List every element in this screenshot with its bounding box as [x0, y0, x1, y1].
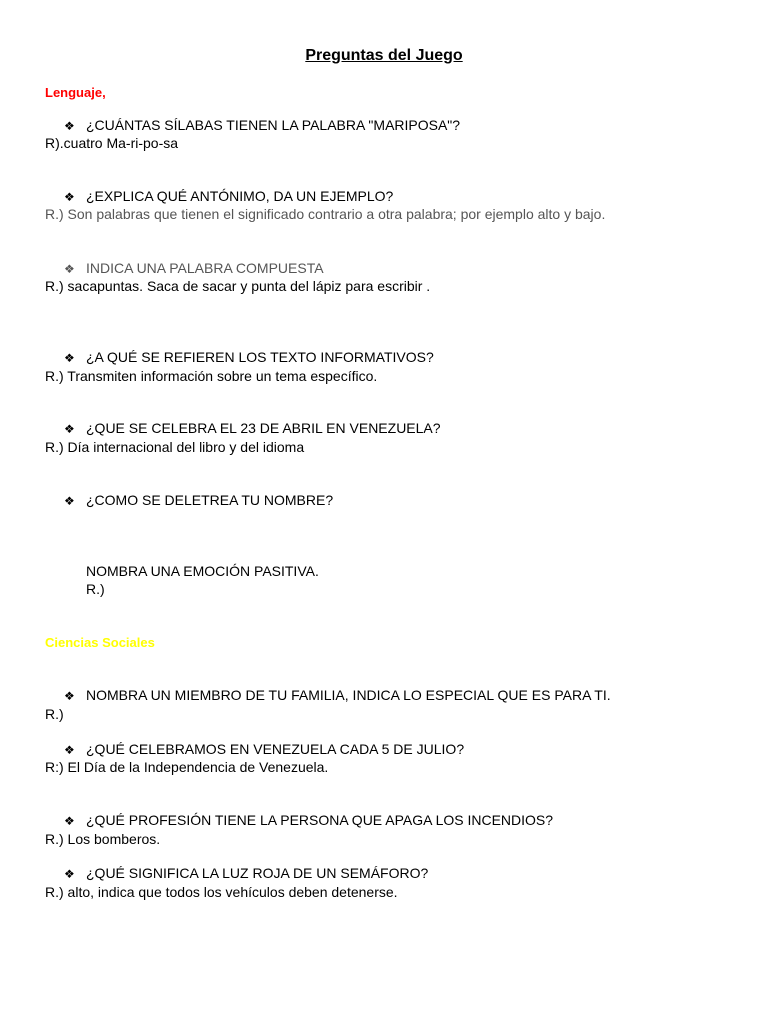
question-item [64, 866, 428, 880]
question-item [64, 189, 393, 203]
question-text: NOMBRA UNA EMOCIÓN PASITIVA. [86, 563, 319, 579]
answer-text: R.) alto, indica que todos los vehículos deben detenerse. [45, 884, 398, 900]
question-text: ¿QUÉ CELEBRAMOS EN VENEZUELA CADA 5 DE JULIO? [86, 741, 465, 757]
answer-text: R.) [45, 706, 64, 722]
question-text: INDICA UNA PALABRA COMPUESTA [86, 260, 324, 276]
diamond-bullet-icon: ❖ [64, 743, 75, 757]
answer-text: R.) Día internacional del libro y del idioma [45, 439, 305, 455]
question-item [64, 118, 460, 132]
question-text: ¿A QUÉ SE REFIEREN LOS TEXTO INFORMATIVOS? [86, 349, 434, 365]
question-item [64, 493, 333, 507]
answer-text: R.) Son palabras que tienen el significado contrario a otra palabra; por ejemplo alto y bajo. [45, 206, 606, 222]
answer-text: R.) Transmiten información sobre un tema específico. [45, 368, 378, 384]
diamond-bullet-icon: ❖ [64, 119, 75, 133]
question-text: ¿EXPLICA QUÉ ANTÓNIMO, DA UN EJEMPLO? [86, 188, 394, 204]
question-text: ¿QUÉ SIGNIFICA LA LUZ ROJA DE UN SEMÁFORO? [86, 865, 429, 881]
diamond-bullet-icon: ❖ [64, 262, 75, 276]
answer-text: R.) sacapuntas. Saca de sacar y punta del lápiz para escribir . [45, 278, 431, 294]
diamond-bullet-icon: ❖ [64, 494, 75, 508]
question-item [64, 350, 434, 364]
question-text: NOMBRA UN MIEMBRO DE TU FAMILIA, INDICA LO ESPECIAL QUE ES PARA TI. [86, 687, 611, 703]
diamond-bullet-icon: ❖ [64, 689, 75, 703]
question-text: ¿QUÉ PROFESIÓN TIENE LA PERSONA QUE APAGA LOS INCENDIOS? [86, 812, 554, 828]
section-heading-lenguaje: Lenguaje, [45, 85, 106, 100]
diamond-bullet-icon: ❖ [64, 351, 75, 365]
diamond-bullet-icon: ❖ [64, 422, 75, 436]
answer-text: R:) El Día de la Independencia de Venezuela. [45, 759, 329, 775]
question-text: ¿CUÁNTAS SÍLABAS TIENEN LA PALABRA "MARIPOSA"? [86, 117, 461, 133]
question-item [64, 813, 553, 827]
page-title: Preguntas del Juego [305, 47, 463, 64]
diamond-bullet-icon: ❖ [64, 814, 75, 828]
answer-text: R.) Los bomberos. [45, 831, 161, 847]
section-heading-ciencias-sociales: Ciencias Sociales [45, 635, 155, 650]
question-item [64, 261, 324, 275]
diamond-bullet-icon: ❖ [64, 190, 75, 204]
question-text: ¿QUE SE CELEBRA EL 23 DE ABRIL EN VENEZUELA? [86, 420, 441, 436]
question-text: ¿COMO SE DELETREA TU NOMBRE? [86, 492, 334, 508]
question-item [64, 421, 441, 435]
question-item [64, 742, 464, 756]
answer-text: R).cuatro Ma-ri-po-sa [45, 135, 179, 151]
answer-text: R.) [86, 581, 105, 597]
diamond-bullet-icon: ❖ [64, 867, 75, 881]
question-item [64, 688, 611, 702]
